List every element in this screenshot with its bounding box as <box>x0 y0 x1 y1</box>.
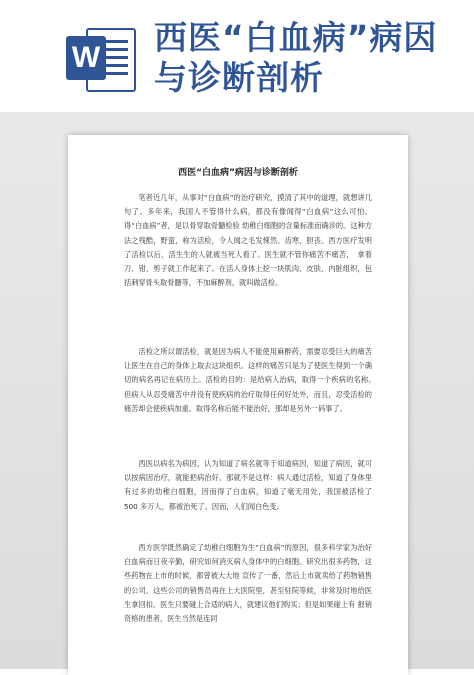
document-title: 西医“白血病”病因与诊断剖析 <box>178 168 298 178</box>
document-page[interactable] <box>68 135 408 675</box>
word-letter-badge: W <box>66 36 106 80</box>
word-document-icon <box>58 22 140 94</box>
paragraph-1: 笔者近几年，从事对“白血病”的治疗研究，摸清了其中的道理，就想讲几句了。多年来，我国人不管得什么病，都没有像闻得“白血病”这么可怕。得“白血病”者，是以骨穿取骨髓检验 幼稚白细胞的含量标准而确诊的。这种方法之残酷，野蛮，称为活检，令人闻之毛发悚然、齿寒，胆丧。西方医疗发明了活检以后，活生生的人就被当死人看了。医生就不管你痛苦不痛苦， 拿着刀、钳、剪子就工作起来了。在活人身体上挖一块肌肉、皮肤、内脏组织，包括刺穿骨头取骨髓等，不加麻醉剂，就叫做活检。 <box>124 193 372 288</box>
paragraph-2: 活检之所以谓活检，就是因为病人不能使用麻醉药，需要忍受巨大的痛苦让医生在自己的身体上取去这块组织。这样的痛苦只是为了使医生得到一个确切的病名再记在病历上。活检的目的：是给病人治病，取得一个疾病的名称。 但病人从忍受痛苦中并没有使疾病的治疗取得任何好处外，而且，忍受活检的痛苦却会使疾病加重。取得名称后能不能治好，那却是另外一码事了。 <box>124 347 380 413</box>
banner-title: 西医“白血病”病因与诊断剖析 <box>154 18 438 97</box>
title-banner <box>0 0 474 112</box>
paragraph-4: 西方医学既然确定了幼稚白细胞为生“白血病”的原因，很多科学家为治好白血病而日夜辛勤，研究如何消灭病人身体中的白细胞。研究出很多药物，这些药物在上市的时候，都曾被大大地 宣传了一番，然后上市就卖给了药物销售的公司，这些公司的销售员再在上大医院里，甚至驻院等候，非常及时地给医生拿回扣。医生只要碰上合适的病人，就建议他们购买；但是如果碰上有 报销资格的患者，医生当然是连同 <box>124 543 372 624</box>
paragraph-3: 西医以病名为病因，认为知道了病名就等于知道病因，知道了病因，就可以按病因治疗，就能把病治好。那就不是这样：病人通过活检，知道了身体里有过多的幼稚白细胞，因而得了白血病，知道了毫无用处，我国被活检了 500 多万人，都被治死了。因而，人们闻白色变。 <box>124 459 380 511</box>
